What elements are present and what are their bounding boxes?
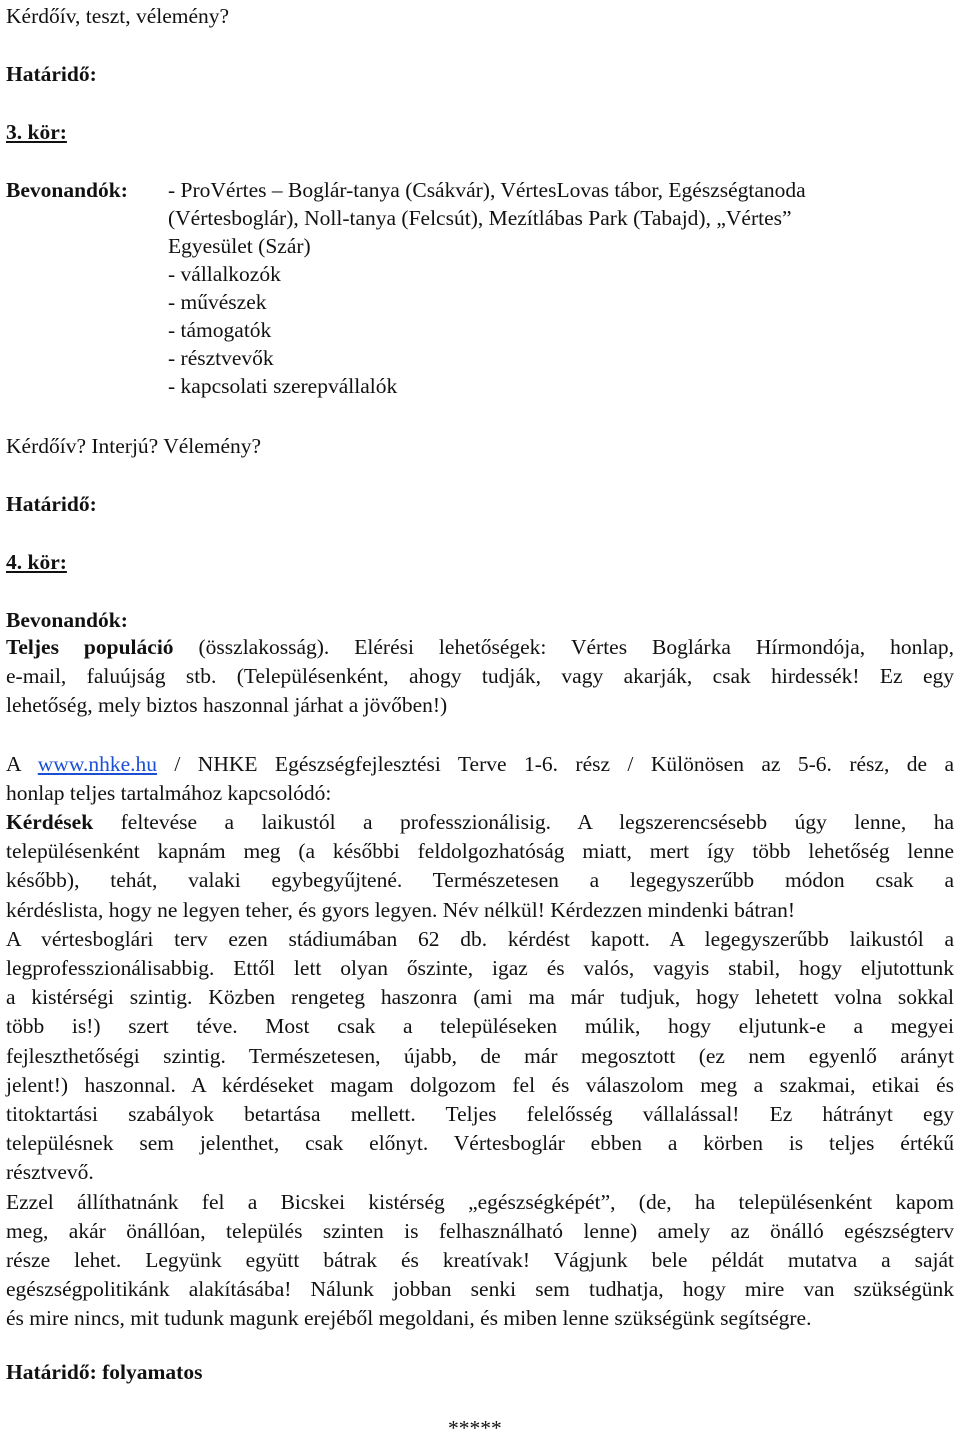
round3-item: Egyesület (Szár): [168, 234, 311, 258]
body-line-text: feltevése a laikustól a professzionálisig. A legszerencsésebb úgy lenne, ha: [93, 810, 954, 834]
body-line: [6, 1275, 954, 1304]
body-line: [6, 1071, 954, 1100]
nhke-line-2: honlap teljes tartalmához kapcsolódó:: [6, 781, 332, 805]
body-line-text: kérdéslista, hogy ne legyen teher, és gyors legyen. Név nélkül! Kérdezzen mindenki bátran!: [6, 897, 795, 922]
body-line-text: része lehet. Legyünk együtt bátrak és kreatívak! Vágjunk bele példát mutatva a saját: [6, 1248, 954, 1272]
body-line: [6, 954, 954, 983]
body-line-text: több is!) szert téve. Most csak a településeken múlik, hogy eljutunk-e a megyei: [6, 1014, 954, 1039]
body-line: [6, 1129, 954, 1158]
round4-population-line: [6, 633, 954, 662]
round3-item: (Vértesboglár), Noll-tanya (Felcsút), Mezítlábas Park (Tabajd), „Vértes”: [168, 206, 792, 230]
body-line: [6, 983, 954, 1012]
round3-item: - vállalkozók: [168, 262, 281, 286]
body-line-bold: Kérdések: [6, 810, 94, 834]
round3-title: 3. kör:: [6, 120, 67, 144]
body-line: [6, 896, 954, 925]
deadline-heading-2: Határidő:: [6, 492, 97, 516]
body-line: [6, 1188, 954, 1217]
round4-line-2: e-mail, faluújság stb. (Településenként, ahogy tudják, vagy akarják, csak hirdessék! Ez egy: [6, 664, 954, 688]
body-line-text: jelent!) haszonnal. A kérdéseket magam dolgozom fel és válaszolom meg a szakmai, etikai és: [6, 1072, 954, 1097]
body-line-text: A vértesboglári terv ezen stádiumában 62 db. kérdést kapott. A legegyszerűbb laikustól a: [6, 926, 954, 951]
round3-item: - támogatók: [168, 318, 272, 342]
body-line: [6, 1304, 954, 1333]
nhke-rest: / NHKE Egészségfejlesztési Terve 1-6. rész / Különösen az 5-6. rész, de a: [157, 752, 954, 776]
body-line-text: később), tehát, valaki egybegyűjtené. Természetesen a legegyszerűbb módon csak a: [6, 868, 954, 893]
body-line: [6, 866, 954, 895]
nhke-link[interactable]: www.nhke.hu: [37, 752, 157, 776]
final-deadline: Határidő: folyamatos: [6, 1360, 203, 1384]
body-line: [6, 925, 954, 954]
body-line: [6, 1158, 954, 1187]
round3-item: - résztvevők: [168, 346, 274, 370]
body-line: [6, 1012, 954, 1041]
body-line: [6, 1042, 954, 1071]
body-line: [6, 808, 954, 837]
nhke-prefix: A: [6, 752, 38, 776]
body-line-text: meg, akár önállóan, település szinten is felhasználható lenne) amely az önálló egészségterv: [6, 1218, 954, 1243]
population-bold: Teljes populáció: [6, 635, 174, 659]
round4-title: 4. kör:: [6, 550, 67, 574]
population-text: (összlakosság). Elérési lehetőségek: Vértes Boglárka Hírmondója, honlap,: [173, 635, 954, 659]
body-line: [6, 837, 954, 866]
body-line-text: településenként kapnám meg (a későbbi feldolgozhatóság miatt, mert így több lehetőség lenne: [6, 839, 954, 864]
nhke-line: [6, 750, 954, 779]
body-line-text: Ezzel állíthatnánk fel a Bicskei kistérség „egészségképét”, (de, ha településenként kapom: [6, 1189, 954, 1214]
round3-item: - ProVértes – Boglár-tanya (Csákvár), VértesLovas tábor, Egészségtanoda: [168, 178, 806, 202]
round3-item: - művészek: [168, 290, 267, 314]
body-line-text: és mire nincs, mit tudunk magunk erejéből megoldani, és miben lenne szükségünk segítségre.: [6, 1306, 812, 1331]
round3-question: Kérdőív? Interjú? Vélemény?: [6, 434, 262, 458]
body-line-text: a kistérségi szintig. Közben rengeteg haszonra (ami ma már tudjuk, hogy lehetett volna sokkal: [6, 985, 954, 1010]
round3-item: - kapcsolati szerepvállalók: [168, 374, 398, 398]
body-line-text: fejleszthetőségi szintig. Természetesen, újabb, de már megosztott (ez nem egyenlő arányt: [6, 1043, 954, 1068]
body-line-text: résztvevő.: [6, 1160, 94, 1185]
separator: *****: [448, 1416, 502, 1440]
body-line-text: egészségpolitikánk alakításába! Nálunk jobban senki sem tudhatja, hogy mire van szükségünk: [6, 1277, 954, 1302]
body-line-text: titoktartási szabályok betartása mellett. Teljes felelősség vállalással! Ez hátrányt egy: [6, 1102, 954, 1126]
body-line-text: településnek sem jelenthet, csak előnyt. Vértesboglár ebben a körben is teljes értékű: [6, 1131, 954, 1156]
round4-involved-label: Bevonandók:: [6, 608, 128, 632]
deadline-heading-1: Határidő:: [6, 62, 97, 86]
body-line: [6, 1246, 954, 1275]
round4-line-3: lehetőség, mely biztos haszonnal járhat a jövőben!): [6, 693, 448, 717]
body-line: [6, 1217, 954, 1246]
round3-involved-label: Bevonandók:: [6, 178, 128, 202]
top-heading: Kérdőív, teszt, vélemény?: [6, 4, 230, 28]
body-line: [6, 1100, 954, 1129]
body-line-text: legprofesszionálisabbig. Ettől lett olyan őszinte, igaz és valós, vagyis stabil, hogy eljutottunk: [6, 956, 954, 980]
